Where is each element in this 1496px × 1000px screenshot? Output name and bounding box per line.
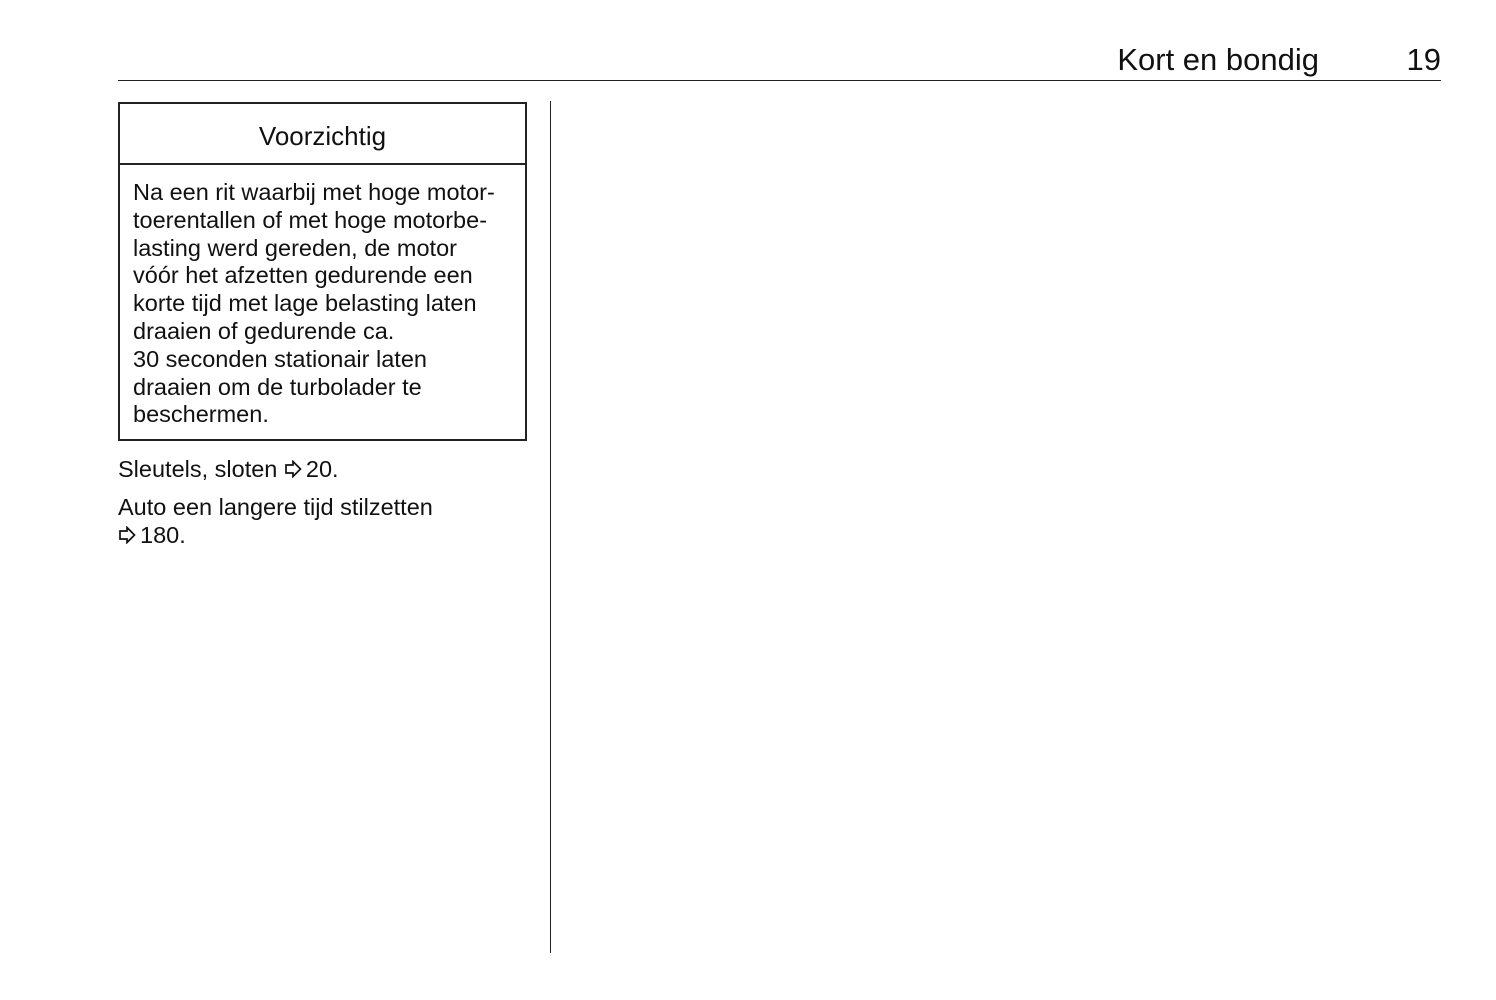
caution-line: Na een rit waarbij met hoge motor- [133, 179, 495, 205]
caution-line: korte tijd met lage belasting laten [133, 290, 477, 317]
reference-page: 20. [305, 456, 339, 482]
reference-long-storage[interactable] [118, 493, 433, 549]
arrow-right-outline-icon [284, 460, 302, 478]
column-divider [550, 101, 551, 953]
caution-text [120, 165, 525, 439]
reference-page-line [118, 521, 433, 549]
reference-keys-locks[interactable] [118, 455, 339, 483]
chapter-title: Kort en bondig [1117, 42, 1319, 77]
caution-line: toerentallen of met hoge motorbe- [133, 206, 488, 233]
arrow-right-outline-icon [118, 526, 136, 544]
caution-line: draaien of gedurende ca. [133, 317, 395, 344]
page-header [118, 40, 1441, 81]
reference-page: 180. [140, 522, 186, 548]
caution-line: vóór het afzetten gedurende een [133, 262, 473, 289]
caution-line: draaien om de turbolader te [133, 373, 422, 400]
reference-text: Auto een langere tijd stilzetten [118, 494, 433, 520]
caution-box [118, 102, 527, 441]
page-number: 19 [1406, 42, 1441, 77]
caution-line: lasting werd gereden, de motor [133, 234, 457, 261]
caution-line: 30 seconden stationair laten [133, 345, 427, 372]
caution-title: Voorzichtig [120, 104, 525, 165]
caution-line: beschermen. [133, 401, 269, 428]
reference-text: Sleutels, sloten [118, 456, 278, 482]
